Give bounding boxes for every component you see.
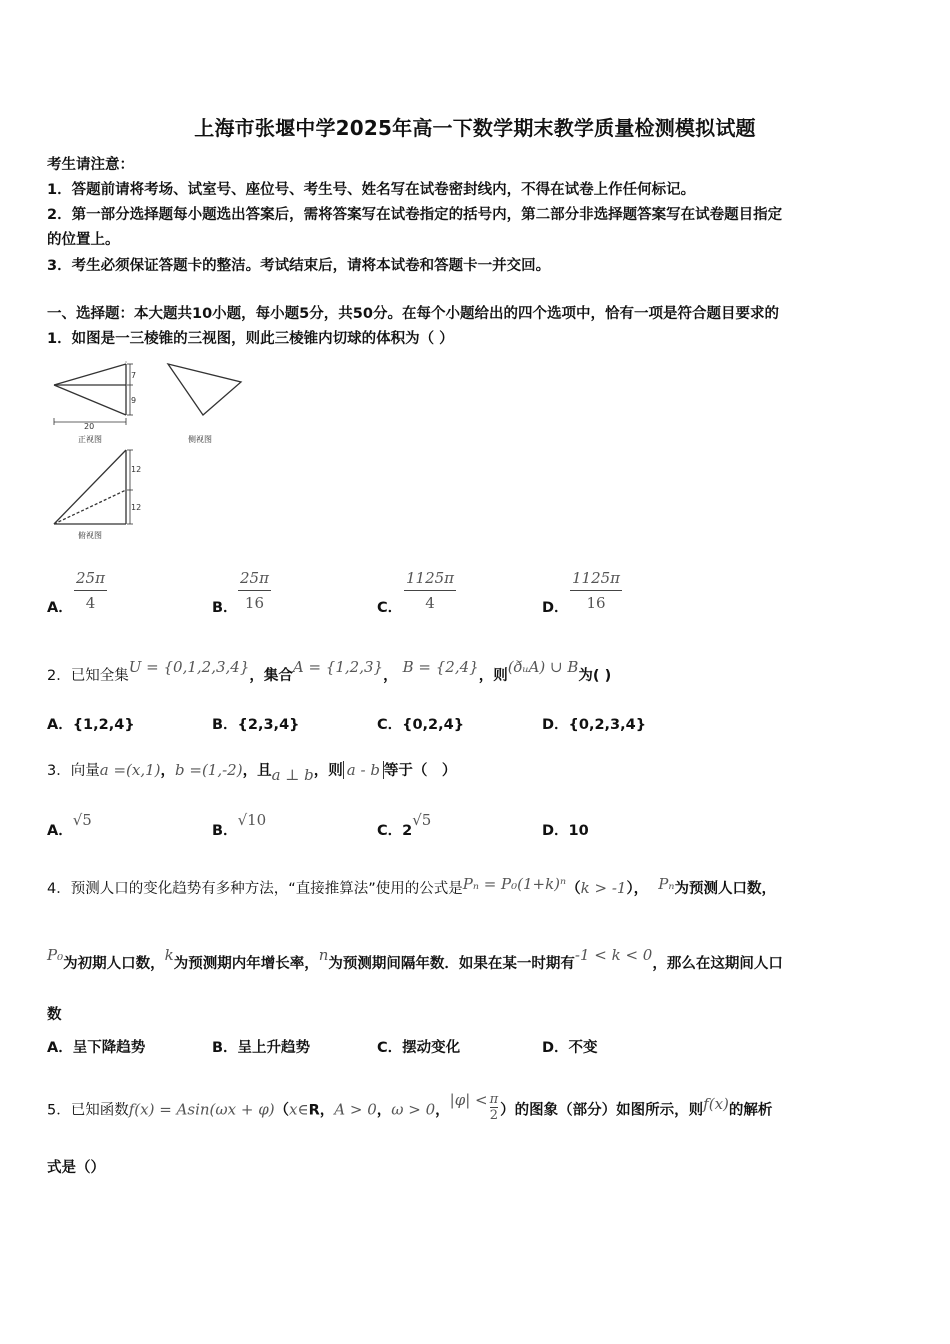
- q2-option-a: A．{1,2,4}: [47, 717, 135, 733]
- q1-option-c-label: C．: [377, 600, 403, 616]
- notice-item: 2．第一部分选择题每小题选出答案后，需将答案写在试卷指定的括号内，第二部分非选择题答案写在试卷题目指定: [47, 207, 783, 223]
- page-title: 上海市张堰中学2025年高一下数学期末教学质量检测模拟试题: [194, 116, 756, 140]
- q3-option-c: C．2√5: [377, 811, 432, 839]
- q4-option-a: A．呈下降趋势: [47, 1040, 146, 1056]
- q3-option-b: B．√10: [212, 811, 267, 839]
- q1-option-b-value: $\frac{25\pi}{16}$: [240, 569, 269, 612]
- q3-option-d: D．10: [542, 823, 589, 839]
- notice-heading: 考生请注意：: [47, 157, 134, 173]
- notice-item: 的位置上。: [47, 232, 120, 248]
- q1-option-b-label: B．: [212, 600, 238, 616]
- q2-option-d: D．{0,2,3,4}: [542, 717, 647, 733]
- q1-three-views-figure: [46, 352, 261, 552]
- section-heading: 一、选择题：本大题共10小题，每小题5分，共50分。在每个小题给出的四个选项中，恰有一项是符合题目要求的: [47, 306, 779, 322]
- side-view-label: 侧视图: [188, 435, 212, 444]
- q4-stem-line3: 数: [47, 1007, 62, 1023]
- q4-option-b: B．呈上升趋势: [212, 1040, 311, 1056]
- dim-label: 12: [131, 503, 142, 512]
- q3-stem: 3．向量a =(x,1)，b =(1,-2)，且a ⊥ b，则 a - b 等于（ ）: [47, 761, 457, 784]
- q2-stem: 2．已知全集U = {0,1,2,3,4}，集合A = {1,2,3}， B = {2,4}，则(ðᵤA) ∪ B为( ): [47, 658, 612, 684]
- top-view: [54, 450, 133, 524]
- q1-stem: 1．如图是一三棱锥的三视图，则此三棱锥内切球的体积为（ ）: [47, 331, 454, 347]
- front-view: [54, 361, 133, 425]
- q5-stem-line2: 式是（）: [47, 1160, 105, 1176]
- q1-option-a-label: A．: [47, 600, 73, 616]
- q4-stem-line1: 4．预测人口的变化趋势有多种方法，“直接推算法”使用的公式是Pₙ = P₀(1+k)ⁿ（k > -1）， Pₙ为预测人口数，: [47, 875, 776, 897]
- q4-option-c: C．摆动变化: [377, 1040, 461, 1056]
- q1-option-a-value: $\frac{25\pi}{4}$: [76, 569, 105, 612]
- q2-option-c: C．{0,2,4}: [377, 717, 465, 733]
- notice-item: 3．考生必须保证答题卡的整洁。考试结束后，请将本试卷和答题卡一并交回。: [47, 258, 551, 274]
- dim-label: 7: [131, 371, 137, 380]
- q1-option-d-label: D．: [542, 600, 569, 616]
- q5-pi-over-2: $\frac{\pi}{2}$: [489, 1092, 499, 1123]
- q3-option-a: A．√5: [47, 811, 92, 839]
- top-view-label: 俯视图: [78, 531, 102, 540]
- side-view: [168, 364, 241, 415]
- notice-item: 1．答题前请将考场、试室号、座位号、考生号、姓名写在试卷密封线内，不得在试卷上作任何标记。: [47, 182, 696, 198]
- q4-stem-line2: P₀为初期人口数，k为预测期内年增长率，n为预测期间隔年数．如果在某一时期有-1 < k < 0，那么在这期间人口: [47, 946, 783, 972]
- dim-label: 20: [84, 422, 95, 431]
- q5-stem-line1: 5．已知函数f(x) = Asin(ωx + φ)（x∈R，A > 0，ω > 0，|φ| < $\frac{\pi}{2}$ ）的图象（部分）如图所示，则f(x)的解析: [47, 1090, 773, 1123]
- dim-label: 9: [131, 396, 137, 405]
- front-view-label: 正视图: [78, 435, 102, 444]
- q2-option-b: B．{2,3,4}: [212, 717, 300, 733]
- q1-option-d-value: $\frac{1125\pi}{16}$: [572, 569, 621, 612]
- q4-option-d: D．不变: [542, 1040, 598, 1056]
- dim-label: 12: [131, 465, 142, 474]
- q1-option-c-value: $\frac{1125\pi}{4}$: [406, 569, 455, 612]
